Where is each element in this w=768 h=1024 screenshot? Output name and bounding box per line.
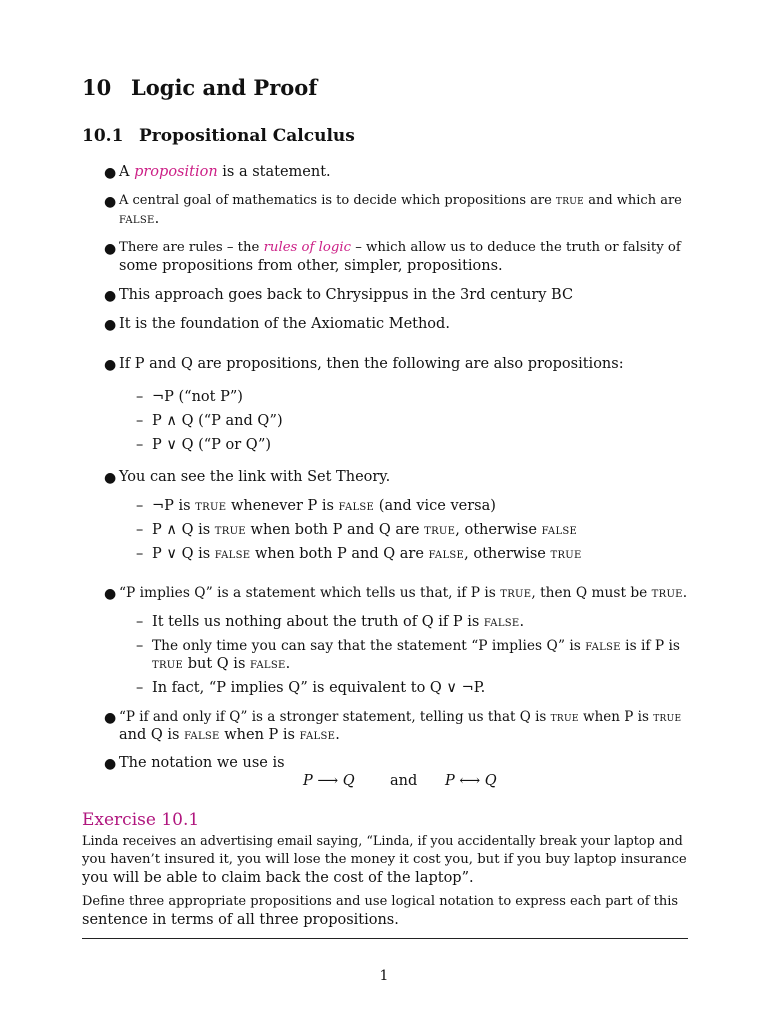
- exercise-paragraph-line: Define three appropriate propositions and use logical notation to express each part of this: [82, 894, 679, 909]
- sub-item-and-truth: P ∧ Q is true when both P and Q are true, otherwise false: [152, 522, 578, 538]
- bullet-dot: ●: [104, 357, 117, 373]
- dash: –: [136, 522, 144, 538]
- exercise-paragraph-line: you haven’t insured it, you will lose the money it cost you, but if you buy laptop insurance: [82, 852, 687, 867]
- dash: –: [136, 437, 144, 453]
- bullet-central-goal: A central goal of mathematics is to decide which propositions are true and which are: [119, 193, 682, 208]
- subsection-number: 10.1: [82, 126, 124, 146]
- exercise-paragraph-line: sentence in terms of all three propositions.: [82, 912, 399, 928]
- sub-item-not: ¬P (“not P”): [152, 389, 243, 405]
- bullet-implies: “P implies Q” is a statement which tells us that, if P is true, then Q must be true.: [119, 585, 688, 601]
- bullet-propositions: If P and Q are propositions, then the following are also propositions:: [119, 356, 624, 372]
- section-title: Logic and Proof: [131, 75, 318, 100]
- sub-item-equivalent: In fact, “P implies Q” is equivalent to Q ∨ ¬P.: [152, 680, 486, 696]
- dash: –: [136, 389, 144, 405]
- sub-item-not-truth: ¬P is true whenever P is false (and vice versa): [152, 498, 496, 514]
- bullet-dot: ●: [104, 165, 117, 181]
- exercise-paragraph-line: you will be able to claim back the cost of the laptop”.: [82, 870, 474, 886]
- page-number: 1: [379, 968, 389, 984]
- sub-item-only-time: The only time you can say that the statement “P implies Q” is false is if P is: [152, 638, 680, 654]
- subsection-title: Propositional Calculus: [139, 126, 355, 146]
- bullet-central-goal-cont: false.: [119, 211, 160, 227]
- formula-iff: P ⟷ Q: [445, 773, 497, 789]
- bullet-dot: ●: [104, 586, 117, 602]
- sub-item-only-time-cont: true but Q is false.: [152, 656, 291, 672]
- sub-item-or-truth: P ∨ Q is false when both P and Q are false, otherwise true: [152, 546, 582, 562]
- bullet-dot: ●: [104, 756, 117, 772]
- bullet-axiomatic: It is the foundation of the Axiomatic Method.: [119, 316, 450, 332]
- bullet-chrysippus: This approach goes back to Chrysippus in the 3rd century BC: [119, 287, 574, 303]
- bullet-dot: ●: [104, 194, 117, 210]
- bullet-rules-of-logic-cont: some propositions from other, simpler, propositions.: [119, 258, 503, 274]
- formula-and: and: [390, 773, 418, 789]
- exercise-paragraph-line: Linda receives an advertising email saying, “Linda, if you accidentally break your laptop and: [82, 834, 683, 849]
- bullet-dot: ●: [104, 288, 117, 304]
- dash: –: [136, 614, 144, 630]
- section-number: 10: [82, 75, 112, 100]
- bullet-dot: ●: [104, 241, 117, 257]
- dash: –: [136, 546, 144, 562]
- bullet-set-theory: You can see the link with Set Theory.: [119, 469, 391, 485]
- bullet-iff-cont: and Q is false when P is false.: [119, 727, 340, 743]
- sub-item-and: P ∧ Q (“P and Q”): [152, 413, 283, 429]
- bullet-notation: The notation we use is: [119, 755, 285, 771]
- dash: –: [136, 498, 144, 514]
- horizontal-rule: [82, 938, 688, 939]
- sub-item-nothing: It tells us nothing about the truth of Q if P is false.: [152, 614, 525, 630]
- sub-item-or: P ∨ Q (“P or Q”): [152, 437, 272, 453]
- dash: –: [136, 413, 144, 429]
- bullet-rules-of-logic: There are rules – the rules of logic – which allow us to deduce the truth or falsity of: [119, 240, 681, 255]
- dash: –: [136, 680, 144, 696]
- bullet-dot: ●: [104, 470, 117, 486]
- dash: –: [136, 638, 144, 654]
- bullet-iff: “P if and only if Q” is a stronger statement, telling us that Q is true when P is true: [119, 709, 682, 725]
- bullet-proposition: A proposition is a statement.: [119, 164, 331, 180]
- bullet-dot: ●: [104, 710, 117, 726]
- formula-implies: P ⟶ Q: [303, 773, 355, 789]
- exercise-title: Exercise 10.1: [82, 810, 200, 830]
- bullet-dot: ●: [104, 317, 117, 333]
